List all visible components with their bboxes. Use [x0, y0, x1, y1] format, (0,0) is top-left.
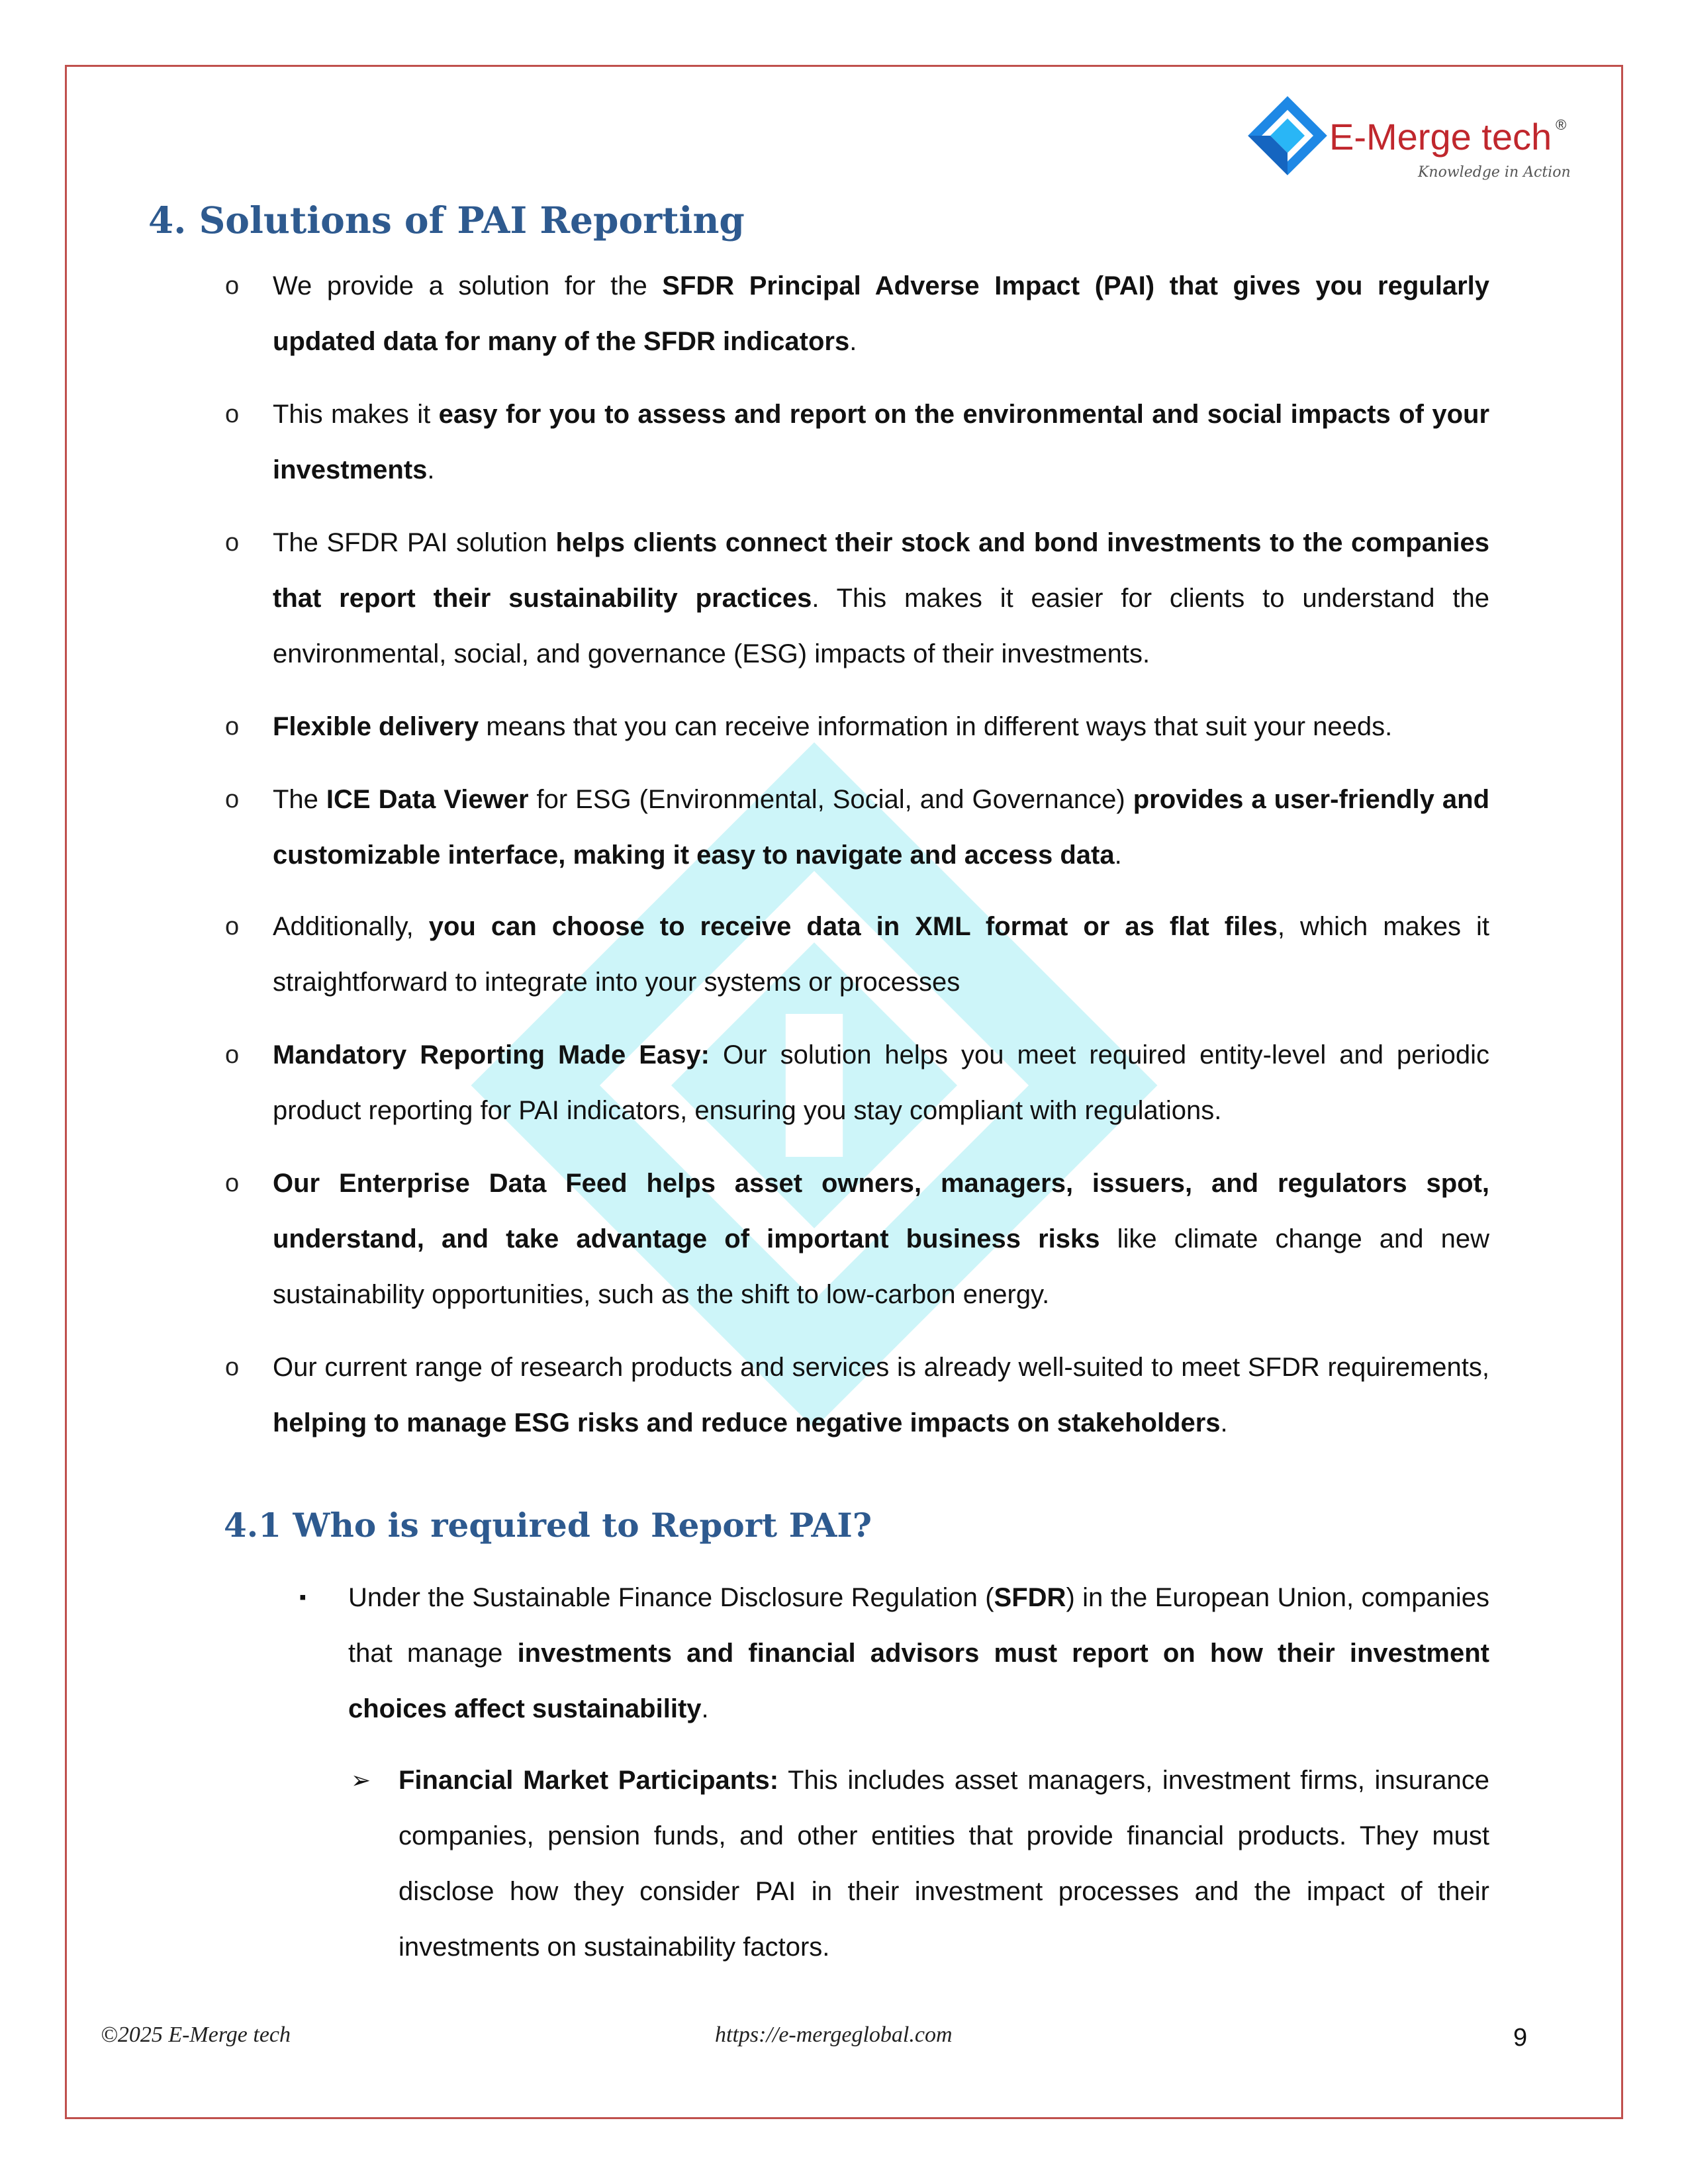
- list-item: [299, 1570, 1489, 1737]
- emerge-logo-icon: [1244, 93, 1331, 179]
- item-bold-text: Flexible delivery: [273, 712, 479, 741]
- bullet-marker: o: [225, 786, 240, 813]
- item-bold-text: Our Enterprise Data Feed helps asset owners, managers, issuers, and regulators spot, understand, and take advantage of important business risks: [273, 1169, 1489, 1253]
- item-bold-text: SFDR Principal Adverse Impact (PAI) that gives you regularly updated data for many of the SFDR indicators: [273, 271, 1489, 356]
- list-item: [225, 1156, 1489, 1322]
- item-text: Our current range of research products and services is already well-suited to meet SFDR requirements,: [273, 1353, 1489, 1382]
- item-text: . This makes it easier for clients to understand the environmental, social, and governance (ESG) impacts of their investments.: [273, 584, 1490, 668]
- item-bold-text: helping to manage ESG risks and reduce negative impacts on stakeholders: [273, 1408, 1221, 1437]
- bullet-marker: o: [225, 1041, 240, 1069]
- list-item: [351, 1752, 1489, 1975]
- item-text: like climate change and new sustainability opportunities, such as the shift to low-carbon energy.: [273, 1224, 1489, 1309]
- arrow-bullet-icon: ➢: [351, 1766, 371, 1794]
- item-bold-text: ICE Data Viewer: [326, 785, 529, 814]
- item-text: means that you can receive information in different ways that suit your needs.: [479, 712, 1393, 741]
- list-item: [225, 1027, 1489, 1138]
- item-text: .: [427, 455, 435, 484]
- list-item: [225, 1340, 1489, 1451]
- item-text: , which makes it straightforward to integrate into your systems or processes: [273, 912, 1490, 997]
- list-item: [225, 387, 1490, 498]
- square-bullet-icon: ▪: [299, 1586, 306, 1608]
- item-text: The SFDR PAI solution: [273, 528, 556, 557]
- item-bold-text: easy for you to assess and report on the environmental and social impacts of your investments: [273, 400, 1490, 484]
- item-text: Under the Sustainable Finance Disclosure Regulation (: [348, 1583, 994, 1612]
- item-text: This includes asset managers, investment firms, insurance companies, pension funds, and other entities that provide financial products. They must disclose how they consider PAI in their investment processes and the impact of their investments on sustainability factors.: [399, 1766, 1489, 1962]
- item-bold-text: investments and financial advisors must report on how their investment choices affect sustainability: [348, 1639, 1489, 1723]
- bullet-marker: o: [225, 272, 240, 300]
- logo-name: E-Merge tech: [1329, 116, 1552, 158]
- section-title: 4. Solutions of PAI Reporting: [148, 199, 745, 242]
- list-item: [225, 515, 1490, 682]
- bullet-marker: o: [225, 1353, 240, 1381]
- bullet-marker: o: [225, 1169, 240, 1197]
- list-item: [225, 899, 1490, 1010]
- bullet-marker: o: [225, 400, 240, 428]
- bullet-marker: o: [225, 529, 240, 557]
- logo-tagline: Knowledge in Action: [1418, 164, 1571, 181]
- subsection-title: 4.1 Who is required to Report PAI?: [224, 1506, 872, 1545]
- item-text: .: [1220, 1408, 1228, 1437]
- logo-registered-mark: ®: [1556, 116, 1567, 133]
- footer-url[interactable]: https://e-mergeglobal.com: [715, 2023, 953, 2047]
- item-text: ) in the European Union, companies that manage: [348, 1583, 1489, 1668]
- item-text: .: [701, 1694, 709, 1723]
- bullet-marker: o: [225, 913, 240, 940]
- list-item: [225, 258, 1489, 369]
- item-bold-text: you can choose to receive data in XML format or as flat files: [428, 912, 1278, 941]
- item-bold-text: helps clients connect their stock and bond investments to the companies that report their sustainability practices: [273, 528, 1490, 613]
- item-text: The: [273, 785, 326, 814]
- footer-copyright: ©2025 E-Merge tech: [101, 2023, 291, 2047]
- item-text: Additionally,: [273, 912, 429, 941]
- bullet-marker: o: [225, 713, 240, 741]
- item-text: .: [849, 327, 857, 356]
- item-bold-text: Mandatory Reporting Made Easy:: [273, 1040, 710, 1069]
- item-text: for ESG (Environmental, Social, and Governance): [528, 785, 1133, 814]
- item-text: We provide a solution for the: [273, 271, 663, 300]
- page-number: 9: [1513, 2024, 1528, 2052]
- list-item: [225, 699, 1489, 754]
- list-item: [225, 772, 1490, 883]
- item-text: .: [1114, 841, 1122, 870]
- company-logo: [1244, 93, 1589, 192]
- item-bold-text: Financial Market Participants:: [399, 1766, 779, 1795]
- item-text: Our solution helps you meet required entity-level and periodic product reporting for PAI indicators, ensuring you stay compliant with regulations.: [273, 1040, 1489, 1125]
- item-text: This makes it: [273, 400, 439, 429]
- item-bold-text: provides a user-friendly and customizable interface, making it easy to navigate and access data: [273, 785, 1490, 870]
- item-bold-text: SFDR: [994, 1583, 1066, 1612]
